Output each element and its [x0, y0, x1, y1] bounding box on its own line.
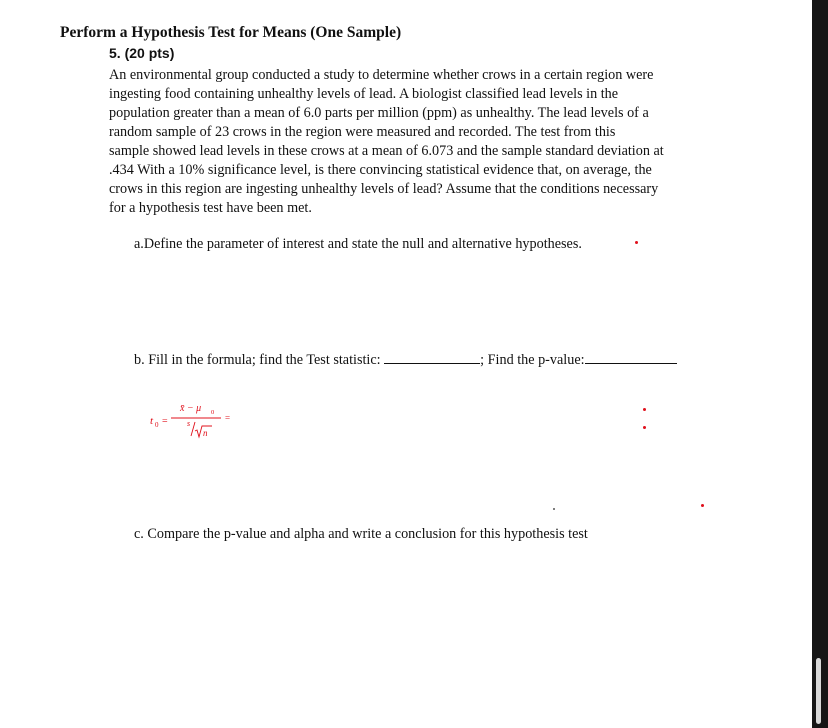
- red-annotation-dot: [701, 504, 704, 507]
- red-annotation-dot: [643, 408, 646, 411]
- formula-equals-right: =: [225, 413, 231, 423]
- red-annotation-dot: [635, 241, 638, 244]
- formula-denominator-n: n: [203, 428, 208, 438]
- paragraph-line: crows in this region are ingesting unhealthy levels of lead? Assume that the conditions necessary: [109, 181, 659, 197]
- part-c-prompt: c. Compare the p-value and alpha and write a conclusion for this hypothesis test: [134, 526, 588, 542]
- paragraph-line: for a hypothesis test have been met.: [109, 200, 312, 216]
- scrollbar-track[interactable]: [812, 0, 828, 728]
- paragraph-line: population greater than a mean of 6.0 parts per million (ppm) as unhealthy. The lead levels of a: [109, 105, 649, 121]
- paragraph-line: random sample of 23 crows in the region were measured and recorded. The test from this: [109, 124, 616, 140]
- part-b-prompt: [134, 351, 677, 369]
- paragraph-line: ingesting food containing unhealthy levels of lead. A biologist classified lead levels in the: [109, 86, 619, 102]
- formula-lhs: t: [150, 415, 154, 427]
- paragraph-line: sample showed lead levels in these crows at a mean of 6.073 and the sample standard deviation at: [109, 143, 664, 159]
- test-statistic-blank[interactable]: [384, 351, 480, 364]
- red-annotation-dot: [643, 426, 646, 429]
- paragraph-line: An environmental group conducted a study to determine whether crows in a certain region were: [109, 67, 654, 83]
- formula-denominator-s: s: [187, 419, 191, 428]
- part-a-prompt: a.Define the parameter of interest and state the null and alternative hypotheses.: [134, 236, 582, 252]
- formula-numerator: x̄ − μ: [180, 403, 202, 414]
- formula-numerator-subscript: 0: [211, 409, 215, 416]
- part-b-middle: ; Find the p-value:: [480, 352, 585, 368]
- part-b-prefix: b. Fill in the formula; find the Test statistic:: [134, 352, 385, 368]
- question-number: 5. (20 pts): [109, 45, 175, 61]
- formula-lhs-subscript: 0: [155, 421, 159, 429]
- scrollbar-thumb[interactable]: [816, 658, 821, 724]
- formula-denominator-slash: [191, 422, 195, 436]
- paragraph-line: .434 With a 10% significance level, is there convincing statistical evidence that, on average, the: [109, 162, 652, 178]
- document-title: Perform a Hypothesis Test for Means (One Sample): [60, 24, 402, 41]
- p-value-blank[interactable]: [585, 351, 677, 364]
- annotation-dot: [553, 508, 555, 510]
- t-statistic-formula: [150, 400, 240, 446]
- problem-statement: [109, 66, 719, 218]
- formula-equals-left: =: [162, 416, 168, 427]
